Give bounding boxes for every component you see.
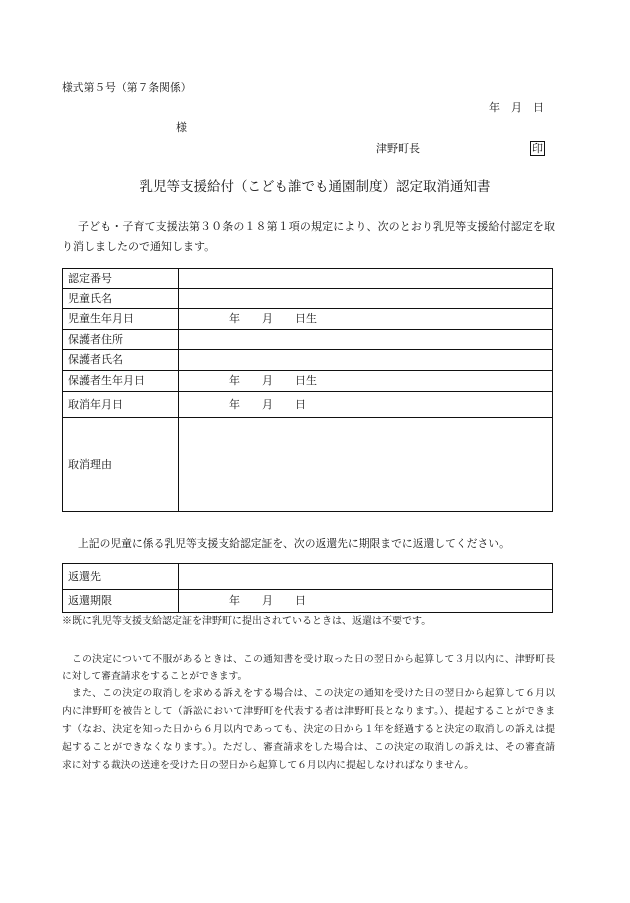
return-deadline-value: 年 月 日 [229, 594, 306, 607]
certification-number-value [179, 269, 552, 288]
guardian-birthdate-label: 保護者生年月日 [63, 371, 179, 391]
seal-mark: 印 [532, 142, 543, 155]
lawsuit-line: また、この決定の取消しを求める訴えをする場合は、この決定の通知を受けた日の翌日から起算して６月以 [72, 688, 555, 699]
cancellation-reason-value [179, 418, 552, 511]
return-note: ※既に乳児等支援支給認定証を津野町に提出されているときは、返還は不要です。 [62, 616, 432, 627]
document-title: 乳児等支援給付（こども誰でも通園制度）認定取消通知書 [139, 179, 491, 195]
issuer-name: 津野町長 [376, 142, 420, 155]
return-deadline-label: 返還期限 [63, 590, 179, 612]
child-birthdate-value: 年 月 日生 [229, 312, 317, 325]
intro-line: り消しましたので通知します。 [62, 240, 216, 253]
return-instruction: 上記の児童に係る乳児等支援支給認定証を、次の返還先に期限までに返還してください。 [78, 537, 510, 550]
details-table [62, 268, 553, 512]
cancellation-reason-label: 取消理由 [63, 418, 179, 511]
row-guardian-name [63, 349, 552, 370]
certification-number-label: 認定番号 [63, 269, 179, 288]
child-birthdate-label: 児童生年月日 [63, 309, 179, 329]
intro-line: 子ども・子育て支援法第３０条の１８第１項の規定により、次のとおり乳児等支援給付認定を取 [78, 220, 555, 233]
addressee-honorific: 様 [176, 121, 187, 134]
child-name-label: 児童氏名 [63, 289, 179, 308]
row-certification-number [63, 269, 552, 288]
row-child-name [63, 288, 552, 308]
guardian-address-value [179, 330, 552, 349]
lawsuit-line: 内に津野町を被告として（訴訟において津野町を代表する者は津野町長となります。）、提起することができま [62, 706, 555, 717]
issue-date: 年 月 日 [489, 101, 544, 114]
guardian-address-label: 保護者住所 [63, 330, 179, 349]
row-guardian-address [63, 329, 552, 349]
review-request-line: この決定について不服があるときは、この通知書を受け取った日の翌日から起算して３月以内に、津野町長 [72, 654, 555, 665]
row-return-destination [63, 564, 552, 589]
child-name-value [179, 289, 552, 308]
row-child-birthdate [63, 308, 552, 329]
cancellation-date-value: 年 月 日 [229, 397, 306, 411]
guardian-name-label: 保護者氏名 [63, 350, 179, 370]
guardian-name-value [179, 350, 552, 370]
return-destination-value [179, 564, 552, 589]
row-cancellation-reason [63, 417, 552, 511]
row-guardian-birthdate [63, 370, 552, 391]
return-table [62, 563, 553, 613]
row-cancellation-date [63, 391, 552, 417]
form-number: 様式第５号（第７条関係） [62, 81, 192, 94]
lawsuit-line: す（なお、決定を知った日から６月以内であっても、決定の日から１年を経過すると決定の取消しの訴えは提 [62, 724, 555, 735]
review-request-line: に対して審査請求をすることができます。 [62, 671, 248, 682]
lawsuit-line: 求に対する裁決の送達を受けた日の翌日から起算して６月以内に提起しなければなりません。 [62, 760, 475, 771]
guardian-birthdate-value: 年 月 日生 [229, 374, 317, 387]
lawsuit-line: 起することができなくなります。）。ただし、審査請求をした場合は、この決定の取消しの訴えは、その審査請 [62, 742, 555, 753]
cancellation-date-label: 取消年月日 [63, 392, 179, 417]
row-return-deadline [63, 589, 552, 612]
return-destination-label: 返還先 [63, 564, 179, 589]
